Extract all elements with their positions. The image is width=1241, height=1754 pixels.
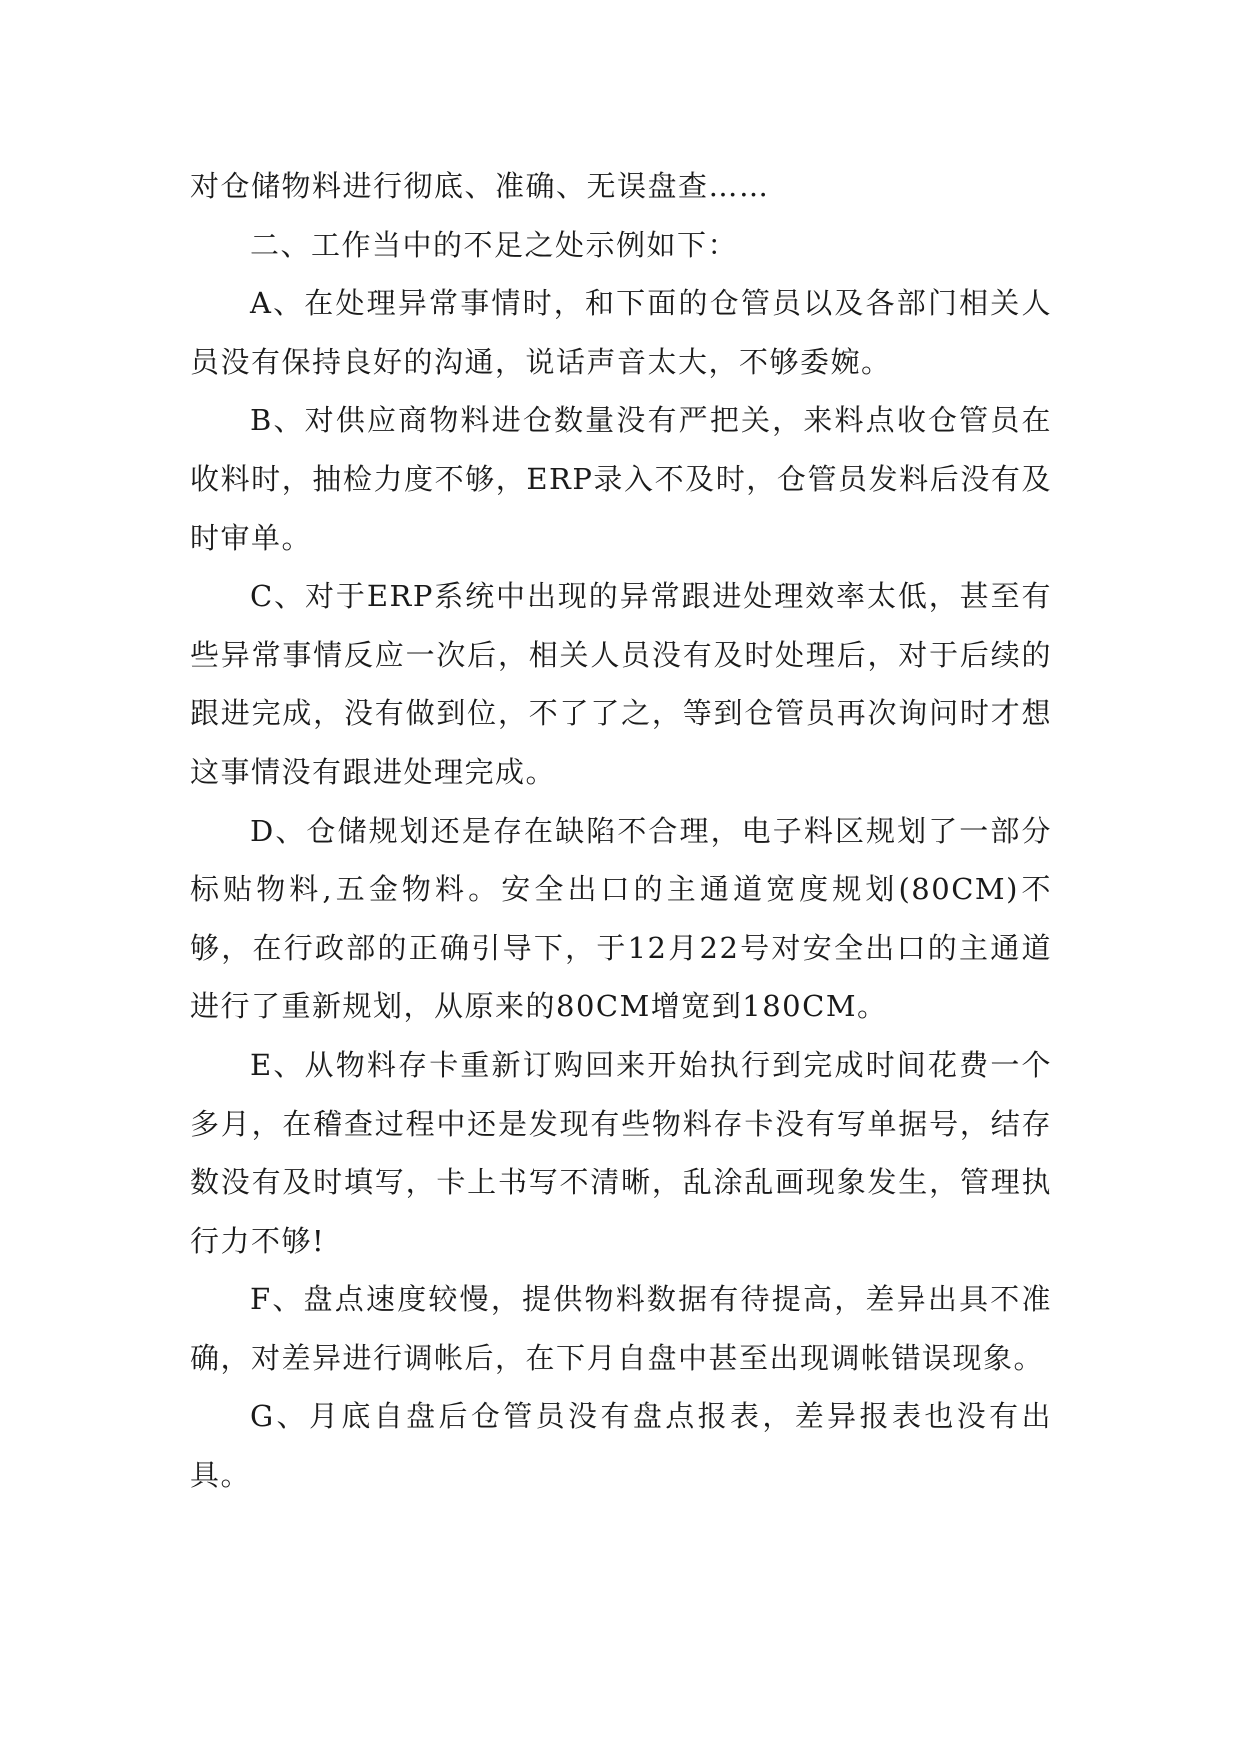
paragraph-continuation: 对仓储物料进行彻底、准确、无误盘查…… bbox=[190, 169, 770, 203]
paragraph-item-d: D、仓储规划还是存在缺陷不合理，电子料区规划了一部分标贴物料,五金物料。安全出口的主通道宽度规划(80CM)不够，在行政部的正确引导下，于12月22号对安全出口的主通道进行了重新规划，从原来的80CM增宽到180CM。 bbox=[190, 813, 1052, 1024]
paragraph-item-c: C、对于ERP系统中出现的异常跟进处理效率太低，甚至有些异常事情反应一次后，相关人员没有及时处理后，对于后续的跟进完成，没有做到位，不了了之，等到仓管员再次询问时才想这事情没有跟进处理完成。 bbox=[190, 579, 1052, 789]
section-heading-shortcomings: 二、工作当中的不足之处示例如下： bbox=[250, 227, 739, 262]
paragraph-item-e: E、从物料存卡重新订购回来开始执行到完成时间花费一个多月，在稽查过程中还是发现有些物料存卡没有写单据号，结存数没有及时填写，卡上书写不清晰，乱涂乱画现象发生，管理执行力不够! bbox=[190, 1047, 1052, 1258]
paragraph-item-a: A、在处理异常事情时，和下面的仓管员以及各部门相关人员没有保持良好的沟通，说话声音太大，不够委婉。 bbox=[190, 286, 1052, 379]
paragraph-item-g: G、月底自盘后仓管员没有盘点报表，差异报表也没有出具。 bbox=[190, 1399, 1052, 1493]
paragraph-item-b: B、对供应商物料进仓数量没有严把关，来料点收仓管员在收料时，抽检力度不够，ERP录入不及时，仓管员发料后没有及时审单。 bbox=[190, 403, 1052, 555]
document-body bbox=[190, 157, 1052, 1505]
paragraph-item-f: F、盘点速度较慢，提供物料数据有待提高，差异出具不准确，对差异进行调帐后，在下月自盘中甚至出现调帐错误现象。 bbox=[190, 1282, 1052, 1375]
